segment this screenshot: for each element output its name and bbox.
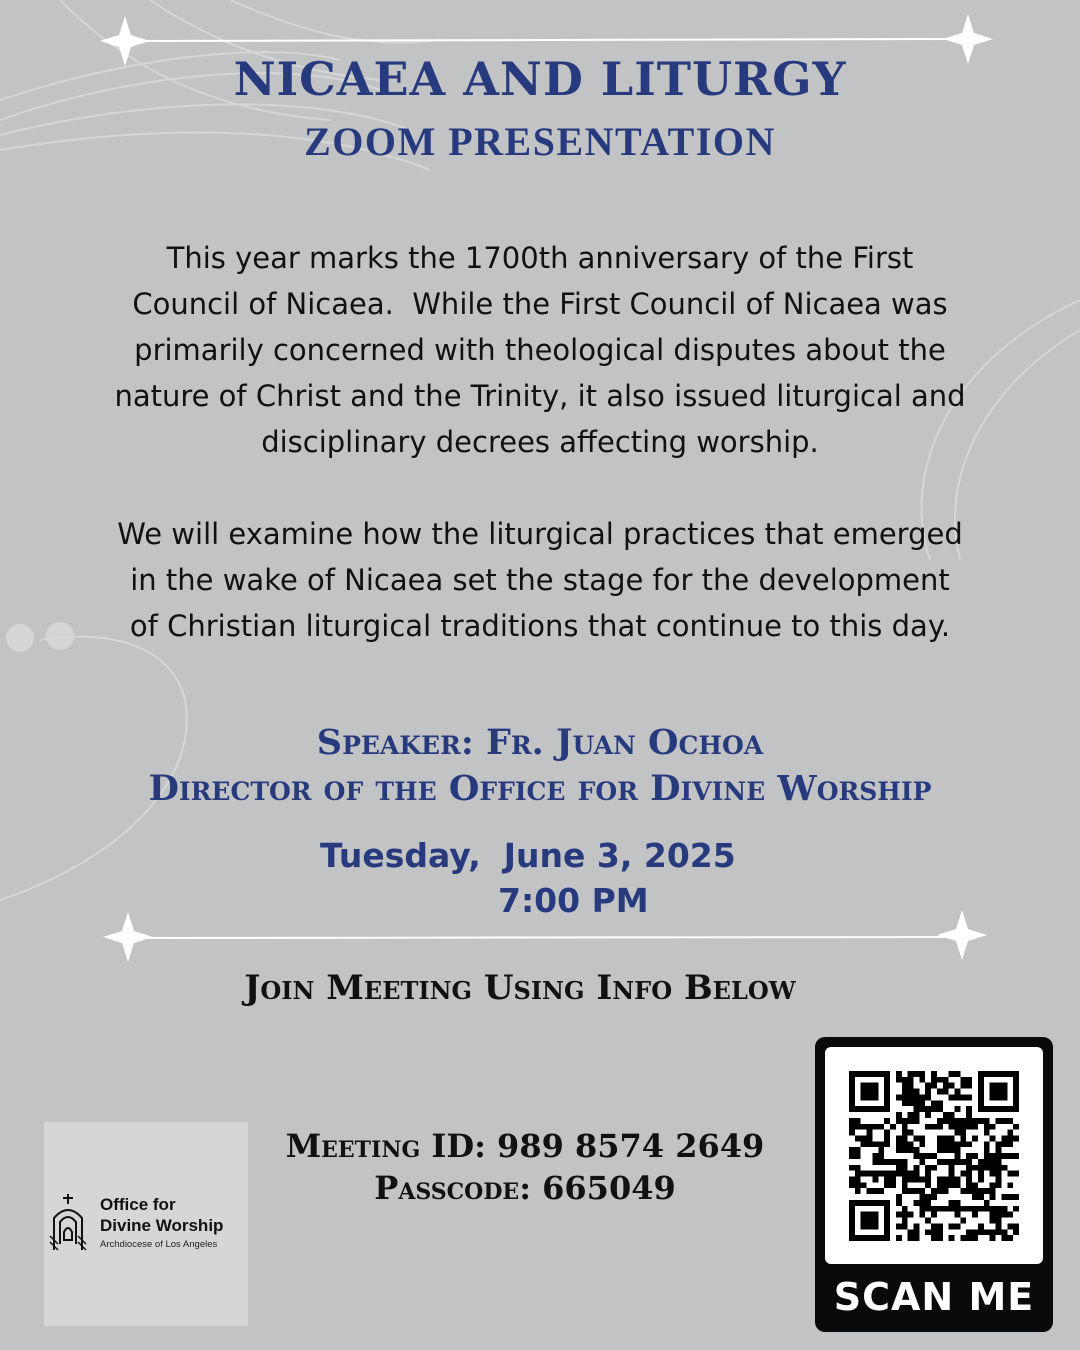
text-line: We will examine how the liturgical practices that emerged	[117, 517, 963, 551]
meeting-passcode: Passcode: 665049	[374, 1169, 676, 1207]
qr-finder-square	[849, 1071, 890, 1112]
church-logo-icon	[48, 1192, 88, 1252]
event-date: Tuesday, June 3, 2025	[320, 836, 736, 875]
text-line: nature of Christ and the Trinity, it also issued liturgical and	[114, 379, 966, 413]
qr-code-background	[825, 1047, 1043, 1264]
meeting-id: Meeting ID: 989 8574 2649	[285, 1127, 765, 1165]
speaker-name: Speaker: Fr. Juan Ochoa	[316, 722, 764, 763]
text-line: disciplinary decrees affecting worship.	[261, 425, 819, 459]
text-line: Council of Nicaea. While the First Council of Nicaea was	[132, 287, 948, 321]
page-subtitle: ZOOM PRESENTATION	[304, 119, 776, 164]
event-time: 7:00 PM	[498, 881, 649, 920]
description-paragraph-1	[60, 235, 1020, 465]
description-paragraph-2	[60, 511, 1020, 649]
page-title: NICAEA AND LITURGY	[233, 52, 847, 106]
qr-code-panel[interactable]	[815, 1037, 1053, 1332]
text-line: This year marks the 1700th anniversary of the First	[166, 241, 914, 275]
join-heading: Join Meeting Using Info Below	[244, 968, 796, 1008]
speaker-role: Director of the Office for Divine Worship	[148, 768, 932, 809]
logo-line-2: Divine Worship	[100, 1216, 224, 1235]
qr-finder-square	[849, 1200, 890, 1241]
text-line: in the wake of Nicaea set the stage for the development	[130, 563, 950, 597]
scan-me-label: SCAN ME	[833, 1275, 1035, 1319]
logo-line-3: Archdiocese of Los Angeles	[100, 1239, 218, 1250]
qr-finder-square	[978, 1071, 1019, 1112]
text-line: primarily concerned with theological disputes about the	[134, 333, 946, 367]
office-logo	[44, 1122, 248, 1326]
text-line: of Christian liturgical traditions that continue to this day.	[129, 609, 951, 643]
qr-code-icon[interactable]	[849, 1071, 1019, 1241]
logo-line-1: Office for	[100, 1195, 176, 1214]
